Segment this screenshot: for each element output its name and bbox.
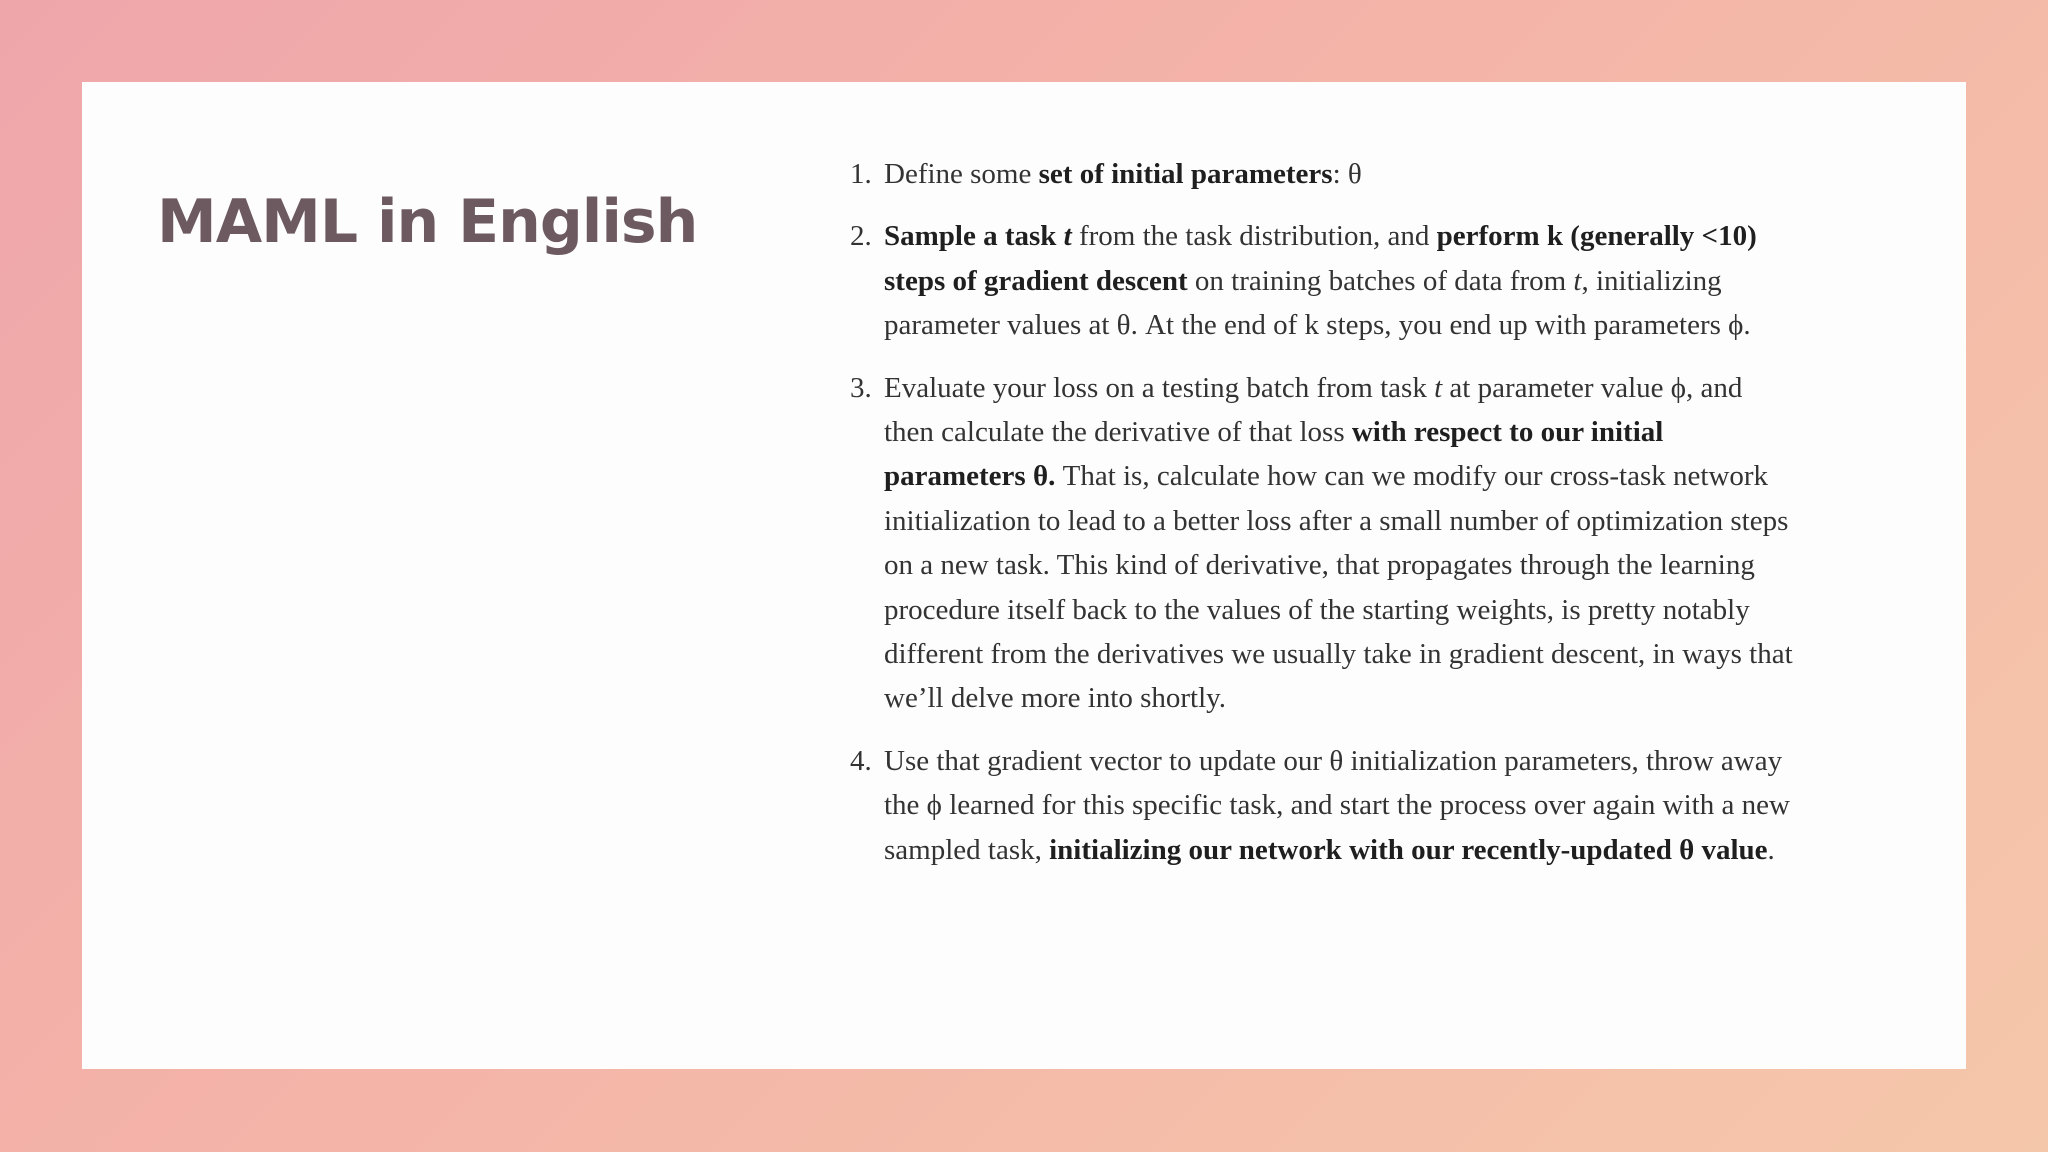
- step-text-segment: Evaluate your loss on a testing batch from task: [884, 371, 1435, 404]
- step-text-segment: with respect to our initial parameters θ.: [884, 416, 1664, 493]
- step-text-segment: initializing our network with our recently-updated θ value: [1049, 833, 1768, 866]
- slide-panel: [82, 82, 1966, 1069]
- step-text-segment: on training batches of data from: [1187, 264, 1574, 297]
- step-text-segment: .: [1767, 833, 1775, 866]
- step-text-segment: at parameter value ϕ, and then calculate the derivative of that loss: [884, 371, 1743, 449]
- step-text-segment: perform k (generally <10) steps of gradient descent: [884, 220, 1757, 297]
- step-text-segment: , initializing parameter values at θ. At the end of k steps, you end up with parameters ϕ.: [884, 264, 1751, 342]
- step-text-segment: : θ: [1332, 158, 1362, 190]
- step-item: [802, 366, 1794, 721]
- step-item: [802, 214, 1794, 347]
- step-text-segment: Sample a task: [884, 220, 1064, 253]
- step-number: 4.: [850, 744, 872, 777]
- step-text-segment: t: [1434, 371, 1443, 404]
- step-text-segment: from the task distribution, and: [1071, 220, 1437, 253]
- step-item: [802, 739, 1794, 872]
- slide-title: MAML in English: [157, 187, 698, 257]
- step-text-segment: Use that gradient vector to update our θ initialization parameters, throw away the ϕ learned for this specific task, and start the process over again with a new sampled task,: [884, 744, 1790, 866]
- step-text-segment: set of initial parameters: [1038, 158, 1333, 190]
- step-number: 2.: [850, 220, 872, 253]
- step-text-segment: t: [1063, 220, 1072, 253]
- step-text-segment: Define some: [884, 158, 1039, 190]
- step-number: 1.: [850, 158, 872, 190]
- steps-list: [802, 152, 1794, 890]
- step-item: [802, 152, 1794, 196]
- step-text-segment: t: [1573, 264, 1582, 297]
- step-number: 3.: [850, 371, 872, 404]
- step-text-segment: That is, calculate how can we modify our cross-task network initialization to lead to a better loss after a small number of optimization steps on a new task. This kind of derivative, that propagates through the learning procedure itself back to the values of the starting weights, is pretty notably different from the derivatives we usually take in gradient descent, in ways that we’ll delve more into shortly.: [884, 460, 1793, 715]
